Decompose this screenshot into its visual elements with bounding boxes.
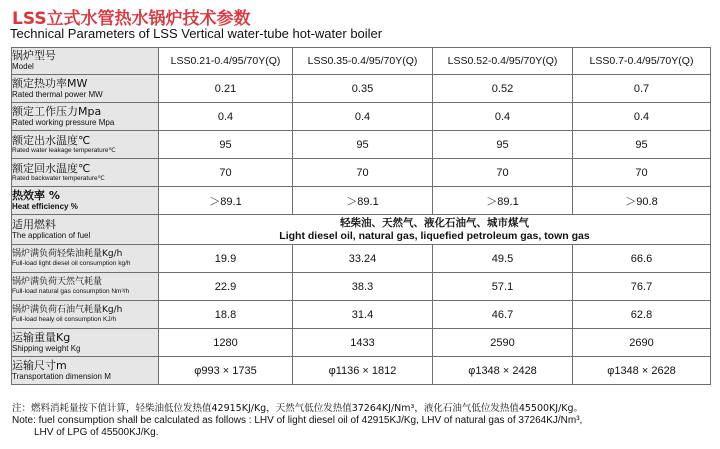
label-en: Full-load light diesel oil consumption kg/h [12, 260, 131, 267]
model-cell: LSS0.52-0.4/95/70Y(Q) [433, 48, 573, 75]
value-cell: 70 [433, 159, 573, 187]
row-label [12, 103, 159, 131]
value-cell: 2590 [433, 329, 573, 357]
table-row [12, 357, 711, 385]
label-cn: 运输尺寸m [12, 358, 67, 372]
label-en: Rated water leakage temperature℃ [12, 146, 116, 154]
value-cell: 22.9 [159, 273, 293, 301]
label-cn: 额定热功率MW [12, 76, 88, 90]
label-en: The application of fuel [12, 230, 91, 240]
value-cell: 95 [293, 131, 433, 159]
value-cell: 0.4 [293, 103, 433, 131]
page-title: LSS立式水管热水锅炉技术参数 [12, 9, 251, 29]
label-en: Shipping weight Kg [12, 343, 81, 353]
value-cell: 76.7 [573, 273, 711, 301]
value-cell: 70 [159, 159, 293, 187]
table-row [12, 329, 711, 357]
label-en: Full-load healy oil consumption KJ/h [12, 316, 117, 323]
row-label [12, 48, 159, 75]
value-cell: 95 [159, 131, 293, 159]
row-label [12, 357, 159, 385]
spec-table [11, 47, 711, 385]
label-cn: 额定工作压力Mpa [12, 104, 102, 118]
label-en: Rated backwater temperature℃ [12, 174, 105, 182]
row-label [12, 131, 159, 159]
value-cell: 70 [293, 159, 433, 187]
note-en-line2: LHV of LPG of 45500KJ/Kg. [34, 427, 159, 438]
value-cell: 0.35 [293, 75, 433, 103]
value-cell: 0.52 [433, 75, 573, 103]
value-cell: 2690 [573, 329, 711, 357]
label-en: Transportation dimension M [12, 371, 111, 381]
model-cell: LSS0.7-0.4/95/70Y(Q) [573, 48, 711, 75]
table-row-fuel [12, 215, 711, 245]
value-cell: φ993 × 1735 [159, 357, 293, 385]
value-cell: 0.4 [573, 103, 711, 131]
value-cell: ＞89.1 [159, 187, 293, 215]
table-row [12, 159, 711, 187]
table-row [12, 131, 711, 159]
value-cell: 62.8 [573, 301, 711, 329]
row-label [12, 75, 159, 103]
label-cn: 锅炉满负荷石油气耗量Kg/h [12, 305, 123, 315]
value-cell: 1433 [293, 329, 433, 357]
label-en: Heat efficiency % [12, 201, 78, 211]
page-subtitle: Technical Parameters of LSS Vertical water-tube hot-water boiler [10, 26, 383, 41]
value-cell: 19.9 [159, 245, 293, 273]
label-cn: 额定出水温度℃ [12, 133, 91, 147]
fuel-cn: 轻柴油、天然气、液化石油气、城市煤气 [340, 216, 529, 229]
value-cell: 1280 [159, 329, 293, 357]
table-row [12, 187, 711, 215]
model-cell: LSS0.21-0.4/95/70Y(Q) [159, 48, 293, 75]
notes [12, 403, 712, 439]
value-cell: φ1136 × 1812 [293, 357, 433, 385]
label-cn: 运输重量Kg [12, 330, 71, 344]
label-cn: 锅炉满负荷天然气耗量 [12, 277, 103, 287]
fuel-en: Light diesel oil, natural gas, liquefied petroleum gas, town gas [279, 229, 590, 242]
table-row [12, 273, 711, 301]
value-cell: 95 [433, 131, 573, 159]
value-cell: 0.7 [573, 75, 711, 103]
fuel-cell [159, 215, 711, 245]
row-label [12, 329, 159, 357]
label-en: Full-load natural gas consumption Nm³/h [12, 288, 130, 295]
row-label [12, 301, 159, 329]
label-en: Rated thermal power MW [12, 89, 103, 99]
table-row [12, 103, 711, 131]
value-cell: 18.8 [159, 301, 293, 329]
value-cell: 38.3 [293, 273, 433, 301]
value-cell: 0.4 [159, 103, 293, 131]
row-label [12, 215, 159, 245]
model-cell: LSS0.35-0.4/95/70Y(Q) [293, 48, 433, 75]
table-row-model [12, 48, 711, 75]
table-row [12, 301, 711, 329]
row-label [12, 245, 159, 273]
table-row [12, 245, 711, 273]
note-cn: 注：燃料消耗量按下值计算，轻柴油低位发热值42915KJ/Kg，天然气低位发热值37264KJ/Nm³，液化石油气低位发热值45500KJ/Kg。 [12, 403, 584, 414]
label-cn: 适用燃料 [12, 217, 56, 231]
label-cn: 热效率 % [12, 188, 60, 202]
note-en-line1: Note: fuel consumption shall be calculated as follows : LHV of light diesel oil of 42915KJ/Kg, LHV of natural gas of 37264KJ/Nm³, [12, 415, 583, 426]
value-cell: 33.24 [293, 245, 433, 273]
value-cell: ＞89.1 [293, 187, 433, 215]
value-cell: 66.6 [573, 245, 711, 273]
value-cell: 70 [573, 159, 711, 187]
value-cell: 49.5 [433, 245, 573, 273]
row-label [12, 273, 159, 301]
label-cn: 锅炉满负荷轻柴油耗量Kg/h [12, 249, 123, 259]
value-cell: ＞90.8 [573, 187, 711, 215]
row-label [12, 187, 159, 215]
value-cell: ＞89.1 [433, 187, 573, 215]
value-cell: 0.21 [159, 75, 293, 103]
value-cell: φ1348 × 2428 [433, 357, 573, 385]
row-label [12, 159, 159, 187]
value-cell: φ1348 × 2628 [573, 357, 711, 385]
label-en: Rated working pressure Mpa [12, 117, 115, 127]
table-row [12, 75, 711, 103]
value-cell: 57.1 [433, 273, 573, 301]
label-en: Model [12, 62, 34, 71]
value-cell: 0.4 [433, 103, 573, 131]
label-cn: 额定回水温度℃ [12, 161, 91, 175]
value-cell: 95 [573, 131, 711, 159]
value-cell: 31.4 [293, 301, 433, 329]
value-cell: 46.7 [433, 301, 573, 329]
label-cn: 锅炉型号 [12, 49, 56, 62]
